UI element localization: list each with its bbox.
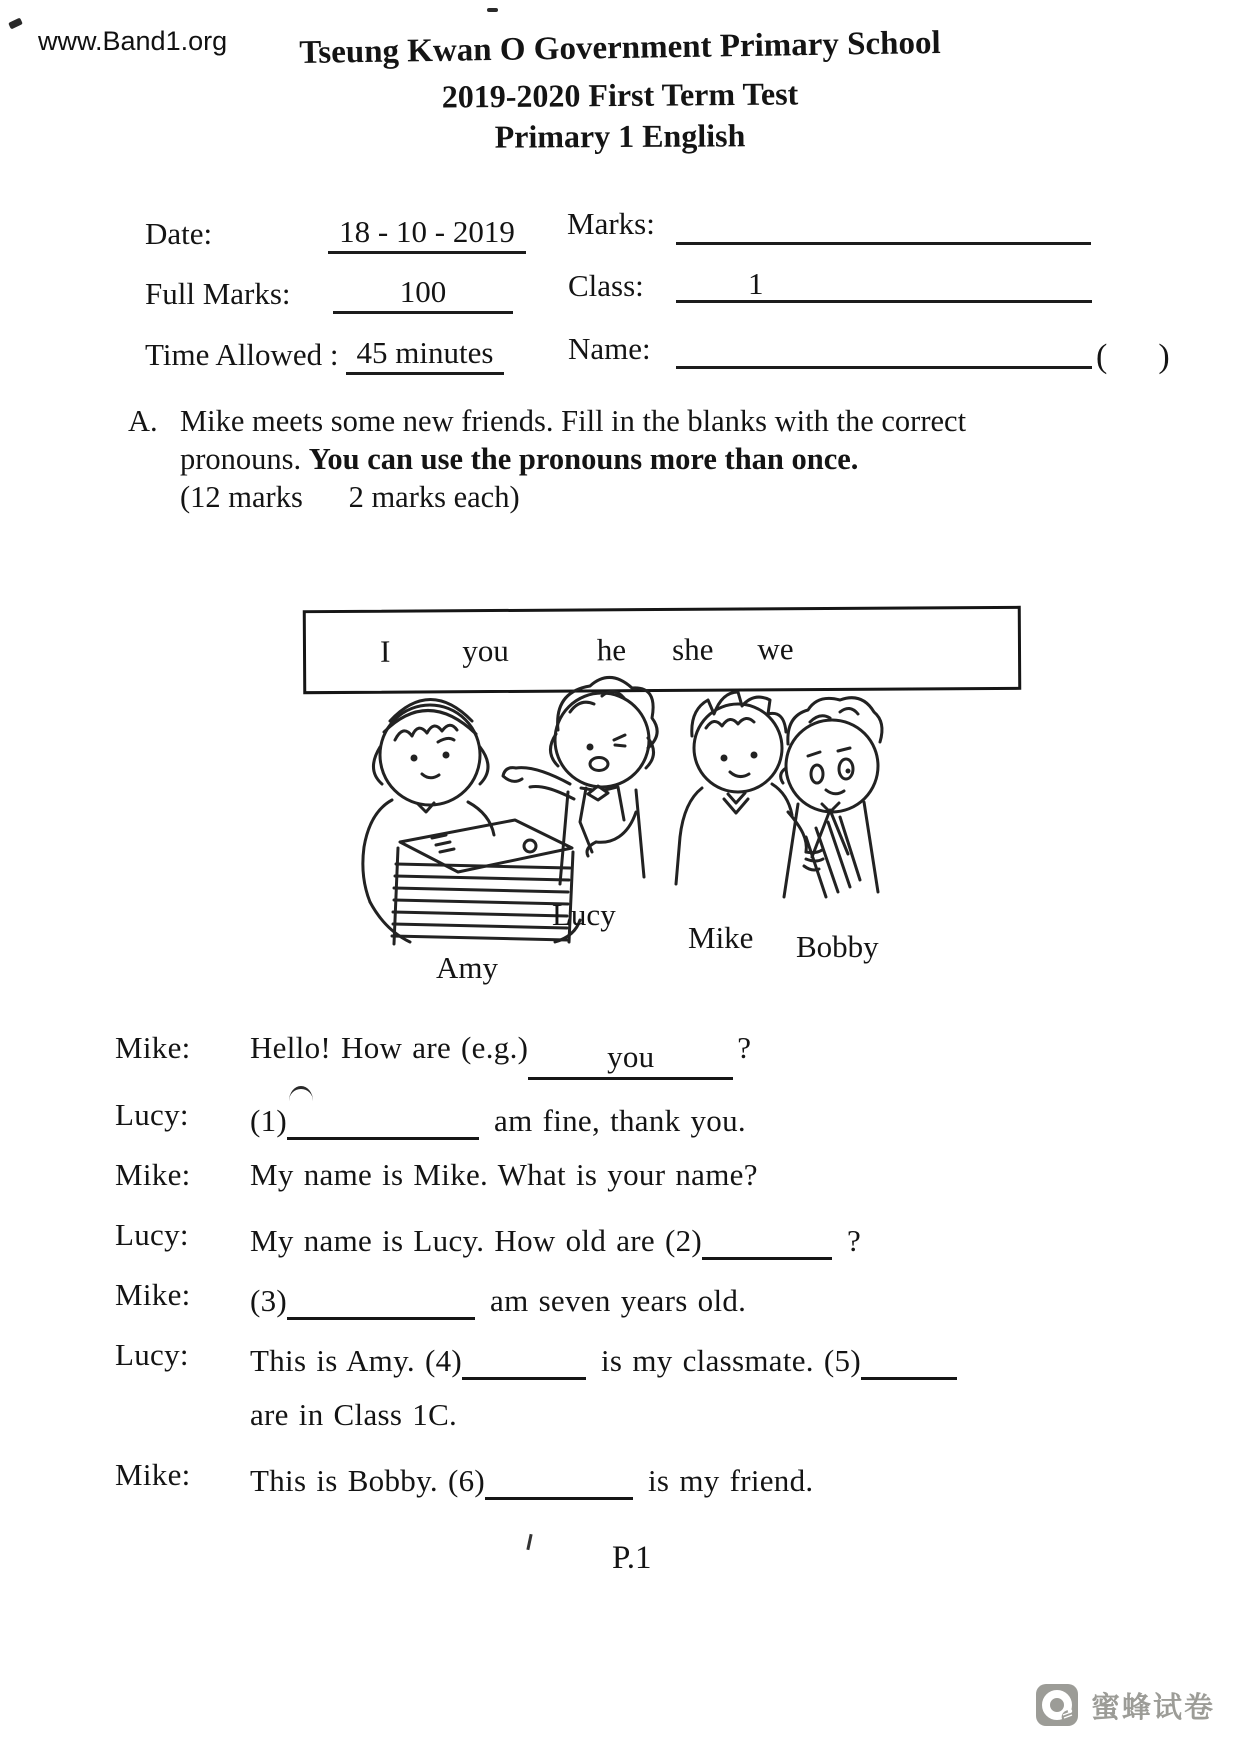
- instruction-text: Mike meets some new friends. Fill in the blanks with the correct pronouns.: [180, 404, 967, 476]
- dialogue-line: [115, 1457, 1175, 1500]
- dialogue-text: (1): [250, 1103, 288, 1138]
- page-number: P.1: [612, 1540, 652, 1576]
- section-a: [128, 402, 1088, 516]
- dialogue-text: ?: [847, 1223, 862, 1258]
- illustration-lucy: [503, 677, 657, 884]
- dialogue-text: Hello! How are (e.g.): [250, 1030, 529, 1065]
- section-a-number: A.: [128, 404, 158, 438]
- character-name-amy: Amy: [436, 950, 498, 985]
- school-title: Tseung Kwan O Government Primary School: [299, 24, 941, 72]
- time-allowed-label: Time Allowed :: [145, 337, 339, 372]
- dialogue-line: [115, 1277, 1175, 1320]
- subject-title: Primary 1 English: [494, 117, 746, 155]
- answer-blank-3: [287, 1277, 475, 1320]
- pronoun-he: he: [596, 632, 627, 668]
- answer-blank-1: [287, 1097, 479, 1140]
- dialogue-line: [115, 1217, 1175, 1260]
- speaker-label: Lucy:: [115, 1337, 189, 1372]
- class-label: Class:: [568, 268, 644, 303]
- brand-watermark: [1036, 1684, 1215, 1726]
- example-answer-blank: you: [528, 1037, 733, 1080]
- dialogue-line: [115, 1157, 1175, 1200]
- speaker-label: Mike:: [115, 1157, 191, 1192]
- full-marks-label: Full Marks:: [145, 276, 291, 311]
- class-value: 1: [676, 265, 1092, 303]
- test-title: 2019-2020 First Term Test: [441, 75, 799, 115]
- name-blank: [676, 328, 1092, 369]
- instruction-bold-text: You can use the pronouns more than once.: [308, 442, 859, 476]
- speaker-label: Lucy:: [115, 1217, 189, 1252]
- dialogue-line: [115, 1030, 1175, 1080]
- dialogue-text: are in Class 1C.: [250, 1397, 458, 1432]
- scan-artifact: [8, 18, 23, 30]
- pronoun-we: we: [757, 631, 794, 667]
- scan-artifact: [526, 1534, 532, 1550]
- dialogue-line: [115, 1337, 1175, 1380]
- dialogue-text: is my friend.: [648, 1463, 814, 1498]
- bee-icon: [1059, 1707, 1075, 1723]
- dialogue-line: [115, 1397, 1175, 1440]
- answer-blank-4: [462, 1337, 586, 1380]
- dialogue-text: ?: [737, 1030, 752, 1065]
- date-value: 18 - 10 - 2019: [328, 213, 526, 254]
- name-label: Name:: [568, 331, 651, 366]
- dialogue-text: am fine, thank you.: [494, 1103, 746, 1138]
- dialogue-text: (3): [250, 1283, 288, 1318]
- dialogue-text: This is Bobby. (6): [250, 1463, 485, 1498]
- class-number-parentheses: ( ): [1096, 338, 1170, 375]
- dialogue-text: This is Amy. (4): [250, 1343, 463, 1378]
- illustration-amy: [363, 700, 580, 945]
- scan-artifact: [487, 8, 498, 12]
- character-name-mike: Mike: [688, 920, 754, 955]
- marks-label: Marks:: [567, 206, 655, 241]
- character-name-lucy: Lucy: [552, 897, 616, 932]
- speaker-label: Mike:: [115, 1277, 191, 1312]
- site-watermark: www.Band1.org: [38, 26, 228, 56]
- character-name-bobby: Bobby: [796, 929, 879, 964]
- pronoun-i: I: [379, 633, 391, 669]
- full-marks-value: 100: [333, 273, 513, 314]
- marks-blank: [676, 204, 1091, 245]
- answer-blank-2: [702, 1217, 832, 1260]
- illustration-bobby: [781, 698, 882, 897]
- dialogue-text: My name is Mike. What is your name?: [250, 1157, 758, 1192]
- dialogue-text: My name is Lucy. How old are (2): [250, 1223, 703, 1258]
- dialogue-line: [115, 1097, 1175, 1140]
- pronoun-she: she: [671, 631, 714, 667]
- illustration-mike: [676, 692, 823, 884]
- answer-blank-6: [485, 1457, 633, 1500]
- time-allowed-value: 45 minutes: [346, 334, 504, 375]
- brand-name: 蜜蜂试卷: [1091, 1691, 1216, 1724]
- section-a-marks-note: (12 marks 2 marks each): [180, 480, 520, 514]
- speaker-label: Lucy:: [115, 1097, 189, 1132]
- dialogue-text: am seven years old.: [490, 1283, 747, 1318]
- dialogue-text: is my classmate. (5): [601, 1343, 861, 1378]
- speaker-label: Mike:: [115, 1457, 191, 1492]
- date-label: Date:: [145, 216, 213, 251]
- section-a-instruction: [180, 402, 1056, 478]
- pronoun-you: you: [462, 632, 509, 669]
- speaker-label: Mike:: [115, 1030, 191, 1065]
- dialogue-block: [115, 1030, 1175, 1517]
- bee-logo-icon: [1036, 1684, 1078, 1726]
- answer-blank-5: [861, 1337, 957, 1380]
